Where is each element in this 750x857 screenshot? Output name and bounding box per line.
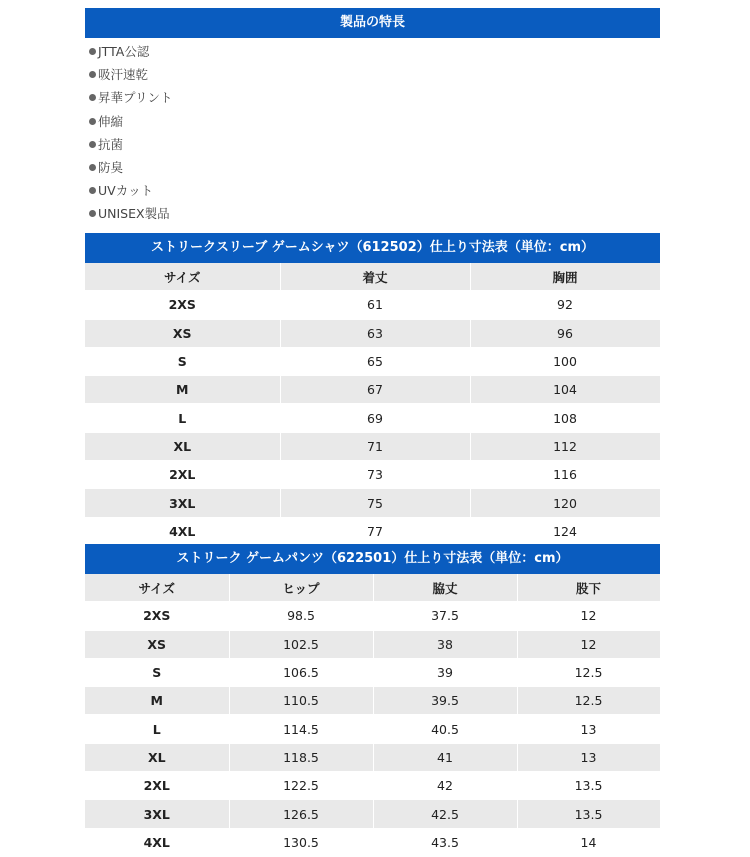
- table-cell: 14: [517, 828, 660, 856]
- size-cell: 4XL: [85, 828, 229, 856]
- size-cell: 3XL: [85, 489, 280, 517]
- table-cell: 42.5: [373, 800, 517, 828]
- table-header-row: [85, 574, 660, 602]
- table-cell: 106.5: [229, 658, 373, 686]
- table-cell: 114.5: [229, 715, 373, 743]
- feature-item: UVカット: [85, 179, 660, 202]
- pants-table-title: ストリーク ゲームパンツ（622501）仕上り寸法表（単位：cm）: [85, 544, 660, 574]
- table-cell: 67: [280, 376, 470, 404]
- shirt-size-table: [85, 263, 661, 546]
- table-cell: 43.5: [373, 828, 517, 856]
- bullet-icon: [89, 187, 96, 194]
- table-header-row: [85, 263, 660, 291]
- table-cell: 92: [470, 291, 660, 319]
- column-header: サイズ: [85, 263, 280, 291]
- table-cell: 104: [470, 376, 660, 404]
- table-cell: 130.5: [229, 828, 373, 856]
- feature-item: 抗菌: [85, 133, 660, 156]
- table-cell: 12.5: [517, 658, 660, 686]
- table-cell: 13.5: [517, 772, 660, 800]
- size-cell: 2XS: [85, 602, 229, 630]
- table-cell: 13.5: [517, 800, 660, 828]
- table-row: [85, 404, 660, 432]
- table-row: [85, 432, 660, 460]
- table-cell: 75: [280, 489, 470, 517]
- table-row: [85, 828, 660, 856]
- size-cell: L: [85, 404, 280, 432]
- table-cell: 100: [470, 347, 660, 375]
- size-cell: XS: [85, 319, 280, 347]
- table-cell: 12: [517, 602, 660, 630]
- feature-item: 防臭: [85, 156, 660, 179]
- size-cell: S: [85, 658, 229, 686]
- features-title: 製品の特長: [85, 8, 660, 38]
- table-row: [85, 658, 660, 686]
- feature-item: UNISEX製品: [85, 202, 660, 225]
- table-cell: 102.5: [229, 630, 373, 658]
- table-cell: 120: [470, 489, 660, 517]
- table-cell: 12: [517, 630, 660, 658]
- table-cell: 116: [470, 461, 660, 489]
- table-cell: 122.5: [229, 772, 373, 800]
- size-cell: 2XL: [85, 461, 280, 489]
- shirt-table-title: ストリークスリーブ ゲームシャツ（612502）仕上り寸法表（単位：cm）: [85, 233, 660, 263]
- pants-size-table: [85, 574, 661, 857]
- size-cell: M: [85, 687, 229, 715]
- feature-item: 昇華プリント: [85, 86, 660, 109]
- table-row: [85, 376, 660, 404]
- bullet-icon: [89, 71, 96, 78]
- column-header: 股下: [517, 574, 660, 602]
- size-cell: L: [85, 715, 229, 743]
- table-cell: 13: [517, 743, 660, 771]
- table-cell: 37.5: [373, 602, 517, 630]
- size-cell: 2XL: [85, 772, 229, 800]
- features-list: [85, 40, 660, 226]
- table-row: [85, 715, 660, 743]
- table-row: [85, 489, 660, 517]
- bullet-icon: [89, 48, 96, 55]
- features-section: [85, 8, 660, 38]
- table-cell: 61: [280, 291, 470, 319]
- table-cell: 38: [373, 630, 517, 658]
- table-row: [85, 630, 660, 658]
- column-header: 脇丈: [373, 574, 517, 602]
- table-cell: 98.5: [229, 602, 373, 630]
- table-cell: 112: [470, 432, 660, 460]
- table-cell: 12.5: [517, 687, 660, 715]
- table-cell: 40.5: [373, 715, 517, 743]
- bullet-icon: [89, 118, 96, 125]
- column-header: ヒップ: [229, 574, 373, 602]
- bullet-icon: [89, 141, 96, 148]
- bullet-icon: [89, 164, 96, 171]
- table-cell: 73: [280, 461, 470, 489]
- column-header: 胸囲: [470, 263, 660, 291]
- size-cell: XL: [85, 432, 280, 460]
- table-row: [85, 743, 660, 771]
- feature-item: JTTA公認: [85, 40, 660, 63]
- table-cell: 108: [470, 404, 660, 432]
- table-row: [85, 291, 660, 319]
- feature-item: 伸縮: [85, 110, 660, 133]
- size-cell: M: [85, 376, 280, 404]
- table-row: [85, 517, 660, 545]
- size-cell: S: [85, 347, 280, 375]
- size-cell: XL: [85, 743, 229, 771]
- table-row: [85, 772, 660, 800]
- table-cell: 77: [280, 517, 470, 545]
- table-cell: 110.5: [229, 687, 373, 715]
- shirt-size-section: [85, 233, 660, 546]
- table-row: [85, 602, 660, 630]
- column-header: サイズ: [85, 574, 229, 602]
- table-cell: 65: [280, 347, 470, 375]
- table-row: [85, 461, 660, 489]
- table-cell: 42: [373, 772, 517, 800]
- table-cell: 39: [373, 658, 517, 686]
- table-cell: 69: [280, 404, 470, 432]
- table-cell: 96: [470, 319, 660, 347]
- table-cell: 118.5: [229, 743, 373, 771]
- size-cell: 3XL: [85, 800, 229, 828]
- table-cell: 126.5: [229, 800, 373, 828]
- table-row: [85, 687, 660, 715]
- feature-item: 吸汗速乾: [85, 63, 660, 86]
- pants-size-section: [85, 544, 660, 857]
- table-cell: 63: [280, 319, 470, 347]
- bullet-icon: [89, 210, 96, 217]
- table-row: [85, 319, 660, 347]
- table-cell: 13: [517, 715, 660, 743]
- table-cell: 124: [470, 517, 660, 545]
- bullet-icon: [89, 94, 96, 101]
- column-header: 着丈: [280, 263, 470, 291]
- table-cell: 39.5: [373, 687, 517, 715]
- size-cell: XS: [85, 630, 229, 658]
- size-cell: 4XL: [85, 517, 280, 545]
- table-cell: 71: [280, 432, 470, 460]
- table-cell: 41: [373, 743, 517, 771]
- table-row: [85, 800, 660, 828]
- size-cell: 2XS: [85, 291, 280, 319]
- table-row: [85, 347, 660, 375]
